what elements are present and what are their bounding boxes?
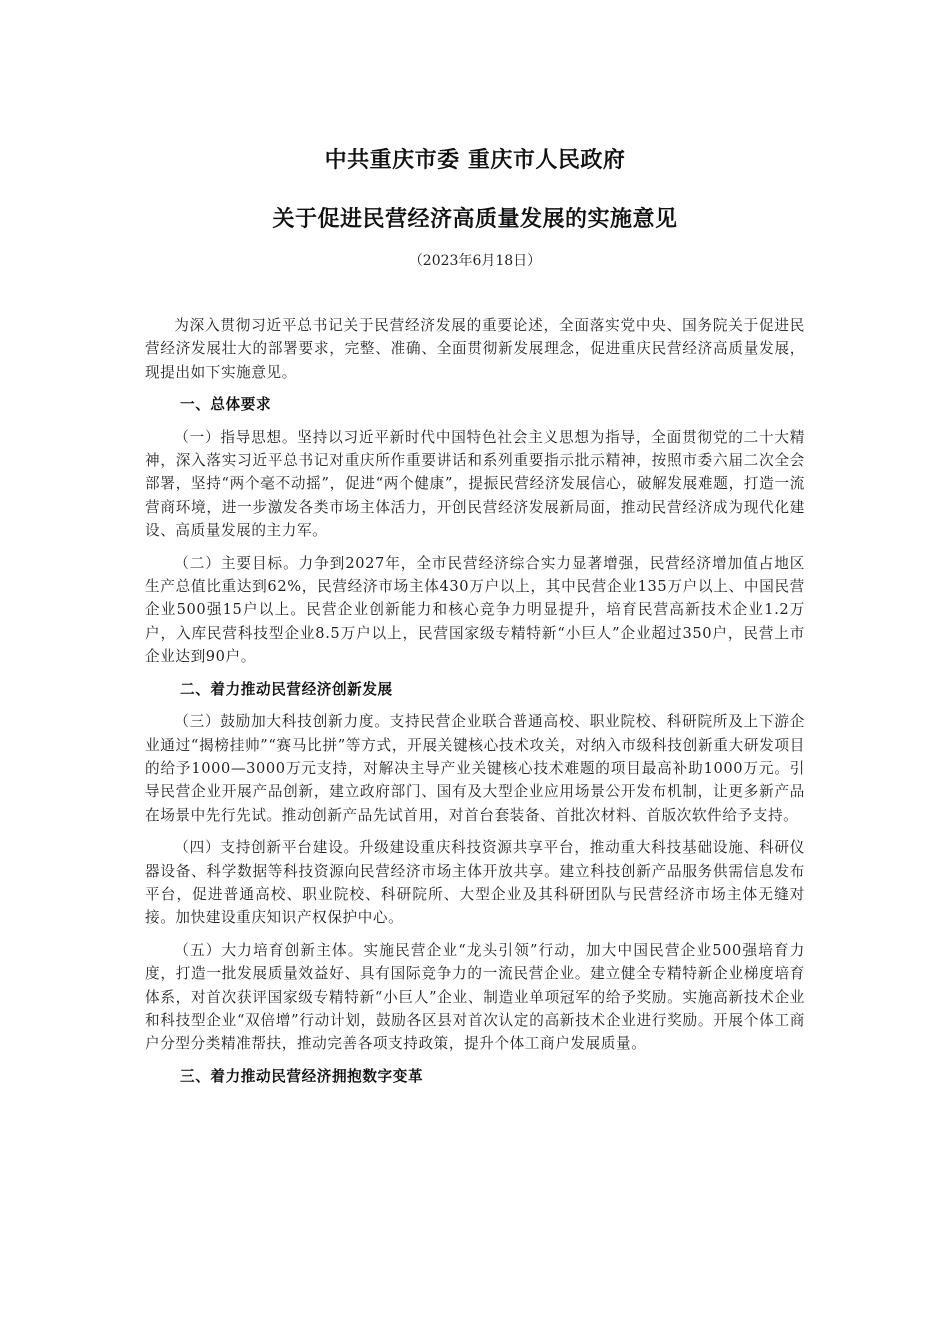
document-date: （2023年6月18日） [408, 253, 542, 269]
paragraph-innovation-entities: （五）大力培育创新主体。实施民营企业“龙头引领”行动，加大中国民营企业500强培育力度，打造一批发展质量效益好、具有国际竞争力的一流民营企业。建立健全专精特新企业梯度培育体系，对首次获评国家级专精特新“小巨人”企业、制造业单项冠军的给予奖励。实施高新技术企业和科技型企业“双倍增”行动计划，鼓励各区县对首次认定的高新技术企业进行奖励。开展个体工商户分型分类精准帮扶，推动完善各项支持政策，提升个体工商户发展质量。 [145, 941, 805, 1053]
document-body [145, 314, 805, 1097]
section-heading-2: 二、着力推动民营经济创新发展 [180, 680, 393, 698]
paragraph-main-goals: （二）主要目标。力争到2027年，全市民营经济综合实力显著增强，民营经济增加值占地区生产总值比重达到62%，民营经济市场主体430万户以上，其中民营企业135万户以上、中国民营企业500强15户以上。民营企业创新能力和核心竞争力明显提升，培育民营高新技术企业1.2万户，入库民营科技型企业8.5万户以上，民营国家级专精特新“小巨人”企业超过350户，民营上市企业达到90户。 [145, 554, 805, 666]
document-title-line1: 中共重庆市委 重庆市人民政府 [324, 148, 626, 173]
paragraph-tech-innovation: （三）鼓励加大科技创新力度。支持民营企业联合普通高校、职业院校、科研院所及上下游企业通过“揭榜挂帅”“赛马比拼”等方式，开展关键核心技术攻关，对纳入市级科技创新重大研发项目的给予1000—3000万元支持，对解决主导产业关键核心技术难题的项目最高补助1000万元。引导民营企业开展产品创新，建立政府部门、国有及大型企业应用场景公开发布机制，让更多新产品在场景中先行先试。推动创新产品先试首用，对首台套装备、首批次材料、首版次软件给予支持。 [145, 713, 805, 824]
document-title-line2: 关于促进民营经济高质量发展的实施意见 [272, 207, 678, 232]
section-heading-3: 三、着力推动民营经济拥抱数字变革 [180, 1067, 424, 1085]
paragraph-guiding-ideology: （一）指导思想。坚持以习近平新时代中国特色社会主义思想为指导，全面贯彻党的二十大精神，深入落实习近平总书记对重庆所作重要讲话和系列重要指示批示精神，按照市委六届二次全会部署，坚持“两个毫不动摇”，促进“两个健康”，提振民营经济发展信心，破解发展难题，打造一流营商环境，进一步激发各类市场主体活力，开创民营经济发展新局面，推动民营经济成为现代化建设、高质量发展的主力军。 [145, 428, 805, 540]
section-heading-1: 一、总体要求 [180, 396, 272, 414]
intro-paragraph: 为深入贯彻习近平总书记关于民营经济发展的重要论述，全面落实党中央、国务院关于促进民营经济发展壮大的部署要求，完整、准确、全面贯彻新发展理念，促进重庆民营经济高质量发展，现提出如下实施意见。 [145, 317, 805, 381]
paragraph-innovation-platform: （四）支持创新平台建设。升级建设重庆科技资源共享平台，推动重大科技基础设施、科研仪器设备、科学数据等科技资源向民营经济市场主体开放共享。建立科技创新产品服务供需信息发布平台，促进普通高校、职业院校、科研院所、大型企业及其科研团队与民营经济市场主体无缝对接。加快建设重庆知识产权保护中心。 [145, 839, 805, 927]
